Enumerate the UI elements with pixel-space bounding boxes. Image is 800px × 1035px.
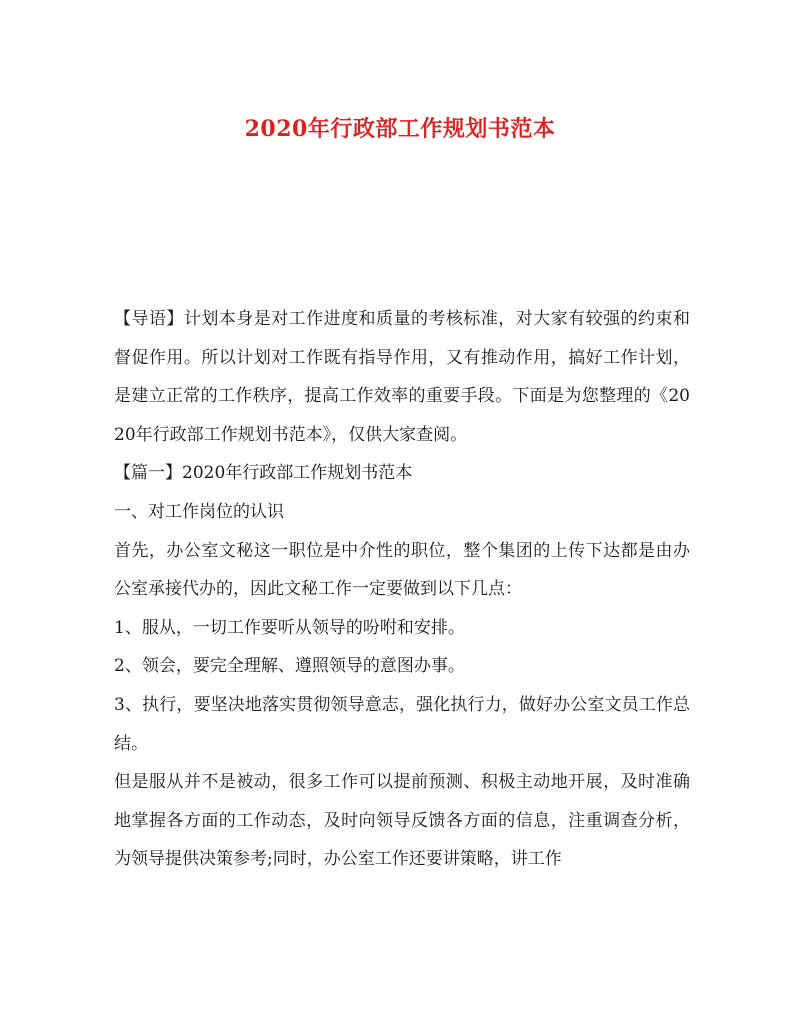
- body-paragraph: 首先，办公室文秘这一职位是中介性的职位，整个集团的上传下达都是由办公室承接代办的，因此文秘工作一定要做到以下几点：: [114, 540, 690, 600]
- intro-paragraph: 【导语】计划本身是对工作进度和质量的考核标准，对大家有较强的约束和督促作用。所以计划对工作既有指导作用，又有推动作用，搞好工作计划，是建立正常的工作秩序，提高工作效率的重要手段。下面是为您整理的《2020年行政部工作规划书范本》，仅供大家查阅。: [114, 309, 690, 445]
- document-body: [114, 300, 690, 879]
- section-heading: 【篇一】2020年行政部工作规划书范本: [114, 463, 413, 484]
- list-item: 2、领会，要完全理解、遵照领导的意图办事。: [114, 656, 465, 677]
- subsection-heading: 一、对工作岗位的认识: [114, 501, 284, 522]
- body-paragraph: 但是服从并不是被动，很多工作可以提前预测、积极主动地开展，及时准确地掌握各方面的工作动态，及时向领导反馈各方面的信息，注重调查分析，为领导提供决策参考;同时，办公室工作还要讲策略，讲工作: [114, 772, 690, 870]
- list-item: 3、执行，要坚决地落实贯彻领导意志，强化执行力，做好办公室文员工作总结。: [114, 694, 690, 754]
- document-title: 2020年行政部工作规划书范本: [244, 116, 556, 142]
- list-item: 1、服从，一切工作要听从领导的吩咐和安排。: [114, 617, 465, 638]
